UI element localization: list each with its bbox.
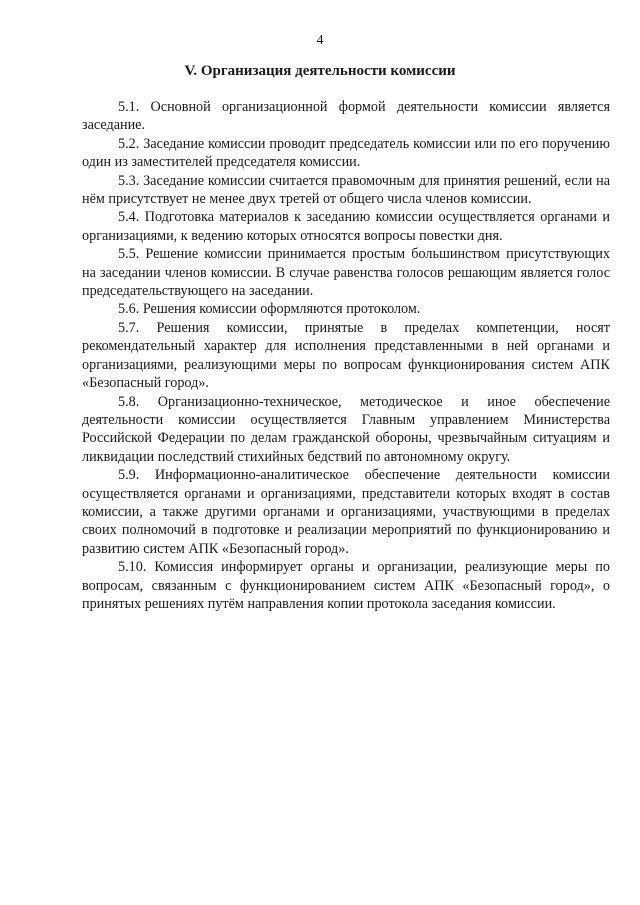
paragraph-5-10: 5.10. Комиссия информирует органы и организации, реализующие меры по вопросам, связанным с функционированием систем АПК «Безопасный город», о принятых решениях путём направления копии протокола заседания комиссии. [82, 559, 610, 612]
paragraph-5-1: 5.1. Основной организационной формой деятельности комиссии является заседание. [82, 99, 610, 134]
paragraph-5-7: 5.7. Решения комиссии, принятые в пределах компетенции, носят рекомендательный характер для исполнения представленными в ней органами и организациями, реализующими меры по вопросам функционирования систем АПК «Безопасный город». [82, 319, 610, 392]
section-title: V. Организация деятельности комиссии [184, 63, 456, 79]
document-body [82, 98, 610, 613]
page-number: 4 [316, 33, 324, 48]
paragraph-5-3: 5.3. Заседание комиссии считается правомочным для принятия решений, если на нём присутствует не менее двух третей от общего числа членов комиссии. [82, 172, 610, 208]
paragraph-5-6: 5.6. Решения комиссии оформляются протоколом. [118, 301, 421, 318]
paragraph-5-4: 5.4. Подготовка материалов к заседанию комиссии осуществляется органами и организациями, к ведению которых относятся вопросы повестки дня. [82, 209, 610, 244]
paragraph-5-9: 5.9. Информационно-аналитическое обеспечение деятельности комиссии осуществляется органами и организациями, представители которых входят в состав комиссии, а также другими органами и организациями, участвующими в пределах своих полномочий в подготовке и реализации мероприятий по функционированию и развитию систем АПК «Безопасный город». [82, 467, 610, 557]
paragraph-5-2: 5.2. Заседание комиссии проводит председатель комиссии или по его поручению один из заместителей председателя комиссии. [82, 135, 610, 171]
paragraph-5-5: 5.5. Решение комиссии принимается простым большинством присутствующих на заседании членов комиссии. В случае равенства голосов решающим является голос председательствующего на заседании. [82, 246, 610, 300]
paragraph-5-8: 5.8. Организационно-техническое, методическое и иное обеспечение деятельности комиссии осуществляется Главным управлением Министерства Российской Федерации по делам гражданской обороны, чрезвычайным ситуациям и ликвидации последствий стихийных бедствий по автономному округу. [82, 393, 610, 465]
